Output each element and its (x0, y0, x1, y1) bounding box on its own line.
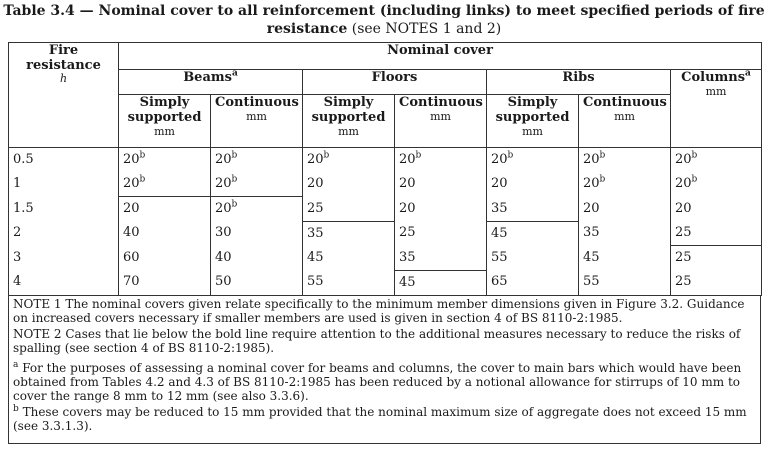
header-beams: Beams$^a$ (119, 70, 303, 95)
cover-cell: 35 (395, 246, 487, 271)
cover-cell: 25 (671, 246, 762, 271)
table-body (9, 148, 762, 296)
cover-cell: 60 (119, 246, 211, 271)
cover-cell: 20$^b$ (119, 172, 211, 197)
cover-cell: 25 (671, 270, 762, 295)
cover-cell: 25 (395, 221, 487, 246)
fire-resistance-cell: 2 (9, 221, 119, 246)
nominal-cover-table (8, 42, 762, 296)
cover-cell: 20$^b$ (303, 148, 395, 173)
cover-cell: 20$^b$ (671, 172, 762, 197)
cover-cell: 20$^b$ (395, 148, 487, 173)
header-floors-continuous: Continuous mm (395, 95, 487, 148)
cover-cell: 20$^b$ (579, 172, 671, 197)
footnote-a: $^a$ For the purposes of assessing a nominal cover for beams and columns, the cover to main bars which would have been obtained from Tables 4.2 and 4.3 of BS 8110-2:1985 has been reduced by a notional allowance for stirrups of 10 mm to cover the range 8 mm to 12 mm (see also 3.3.6). (13, 360, 742, 403)
table-title (0, 2, 768, 38)
cover-cell: 45 (487, 221, 579, 246)
fire-resistance-cell: 1 (9, 172, 119, 197)
cover-cell: 45 (579, 246, 671, 271)
table-row (9, 148, 762, 173)
table-title-plain: (see NOTES 1 and 2) (347, 21, 502, 37)
note-1: NOTE 1 The nominal covers given relate specifically to the minimum member dimensions given in Figure 3.2. Guidance on increased covers necessary if smaller members are used is given in section 4 of BS 8110-2:1985. (13, 297, 745, 325)
cover-cell: 70 (119, 270, 211, 295)
table-row (9, 197, 762, 222)
cover-cell: 40 (211, 246, 303, 271)
cover-cell: 35 (487, 197, 579, 222)
header-beams-continuous: Continuous mm (211, 95, 303, 148)
cover-cell: 40 (119, 221, 211, 246)
cover-cell: 55 (303, 270, 395, 295)
cover-cell: 20$^b$ (211, 197, 303, 222)
table-row (9, 246, 762, 271)
header-beams-simply: Simply supported mm (119, 95, 211, 148)
table-title-bold: Table 3.4 — Nominal cover to all reinforcement (including links) to meet specified periods of fire resistance (3, 3, 765, 37)
cover-cell: 20$^b$ (579, 148, 671, 173)
notes-box (8, 295, 761, 444)
cover-cell: 20 (303, 172, 395, 197)
header-columns: Columns$^a$ mm (671, 70, 762, 148)
cover-cell: 55 (487, 246, 579, 271)
cover-cell: 45 (395, 270, 487, 295)
cover-cell: 20 (487, 172, 579, 197)
cover-cell: 55 (579, 270, 671, 295)
cover-cell: 30 (211, 221, 303, 246)
cover-cell: 20$^b$ (119, 148, 211, 173)
cover-cell: 50 (211, 270, 303, 295)
fire-resistance-cell: 3 (9, 246, 119, 271)
cover-cell: 25 (303, 197, 395, 222)
table-row (9, 172, 762, 197)
cover-cell: 65 (487, 270, 579, 295)
cover-cell: 45 (303, 246, 395, 271)
cover-cell: 20$^b$ (487, 148, 579, 173)
header-ribs-continuous: Continuous mm (579, 95, 671, 148)
cover-cell: 20$^b$ (211, 172, 303, 197)
cover-cell: 20$^b$ (671, 148, 762, 173)
cover-cell: 20 (395, 197, 487, 222)
fire-resistance-cell: 4 (9, 270, 119, 295)
cover-cell: 20$^b$ (211, 148, 303, 173)
note-2: NOTE 2 Cases that lie below the bold line require attention to the additional measures necessary to reduce the risks of spalling (see section 4 of BS 8110-2:1985). (13, 327, 741, 355)
cover-cell: 20 (671, 197, 762, 222)
cover-cell: 20 (579, 197, 671, 222)
header-floors-simply: Simply supported mm (303, 95, 395, 148)
header-floors: Floors (303, 70, 487, 95)
header-nominal-cover: Nominal cover (119, 43, 762, 70)
cover-cell: 25 (671, 221, 762, 246)
table-row (9, 221, 762, 246)
cover-cell: 20 (395, 172, 487, 197)
fire-resistance-cell: 0.5 (9, 148, 119, 173)
footnote-b: $^b$ These covers may be reduced to 15 mm provided that the nominal maximum size of aggregate does not exceed 15 mm (see 3.3.1.3). (13, 404, 747, 433)
fire-resistance-cell: 1.5 (9, 197, 119, 222)
header-fire-resistance: Fire resistance h (9, 43, 119, 148)
header-ribs-simply: Simply supported mm (487, 95, 579, 148)
cover-cell: 35 (303, 221, 395, 246)
header-ribs: Ribs (487, 70, 671, 95)
cover-cell: 35 (579, 221, 671, 246)
cover-cell: 20 (119, 197, 211, 222)
table-row (9, 270, 762, 295)
